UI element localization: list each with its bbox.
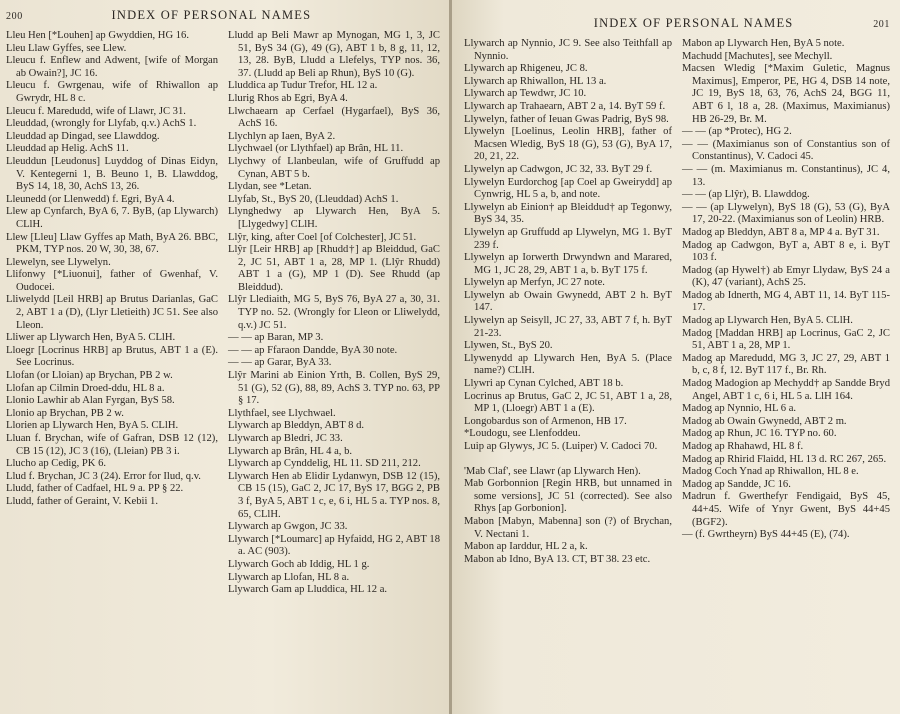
index-entry: — — ap Ffaraon Dandde, ByA 30 note.: [228, 344, 398, 356]
index-entry: Madrun f. Gwerthefyr Fendigaid, ByS 45, 44+45. Wife of Ynyr Gwent, ByS 44+45 (BGF2).: [682, 491, 890, 528]
index-entry: Llŷr [Leir HRB] ap [Rhudd†] ap Bleiddud, GaC 2, JC 51, ABT 1 a, 28, MP 1. (Llŷr Rhudd) ABT 1 a (G), MP 1 (D). See Rhudd (ap Bleiddud).: [228, 244, 440, 293]
index-entry: Llywarch ap Cynddelig, HL 11. SD 211, 212.: [228, 458, 421, 470]
index-entry: Lleucu f. Enflew and Adwent, [wife of Morgan ab Owain?], JC 16.: [6, 55, 218, 79]
index-entry: — — ap Baran, MP 3.: [228, 332, 324, 344]
index-entry: Llifonwy [*Liuonui], father of Gwenhaf, V. Oudocei.: [6, 269, 218, 293]
index-entry: Llofan (or Lloian) ap Brychan, PB 2 w.: [6, 370, 173, 382]
index-entry: Llywelyn, father of Ieuan Gwas Padrig, ByS 98.: [464, 113, 669, 125]
index-entry: Lleu Llaw Gyffes, see Llew.: [6, 42, 127, 54]
index-entry: Macsen Wledig [*Maxim Guletic, Magnus Maximus], Emperor, PE, HG 4, DSB 14 note, JC 19, ByS 18, 63, 76, AchS 24, BGG 11, ABT 6 l, 18 a, 28. (Maximus, Maximianus) HB 26-29, Br. M.: [682, 63, 890, 125]
running-title: INDEX OF PERSONAL NAMES: [111, 8, 312, 22]
index-entry: Lleuddun [Leudonus] Luyddog of Dinas Eidyn, V. Kentegerni 1, B. Beuno 1, B. Llawddog, ByS 14, 18, 30, AchS 13, 26.: [6, 155, 218, 193]
index-entry: Madog [Maddan HRB] ap Locrinus, GaC 2, JC 51, ABT 1 a, 28, MP 1.: [682, 327, 890, 352]
index-entry: Llywarch ap Trahaearn, ABT 2 a, 14. ByT 59 f.: [464, 100, 666, 112]
index-entry: Llywarch ap Brân, HL 4 a, b.: [228, 445, 353, 457]
index-entry: Llywelyn ap Iorwerth Drwyndwn and Marared, MG 1, JC 28, 29, ABT 1 a, b. ByT 175 f.: [464, 252, 672, 276]
index-entry: Llofan ap Cilmin Droed-ddu, HL 8 a.: [6, 382, 165, 394]
page-number: 201: [873, 19, 890, 30]
index-entry: Llywen, St., ByS 20.: [464, 340, 553, 352]
page-number: 200: [6, 11, 23, 22]
index-entry: Madog ap Maredudd, MG 3, JC 27, 29, ABT 1 b, c, 8 f, 12. ByT 117 f., Br. Rh.: [682, 352, 890, 377]
index-entry: Luip ap Glywys, JC 5. (Luiper) V. Cadoci 70.: [464, 441, 658, 452]
index-entry: Llonio Lawhir ab Alan Fyrgan, ByS 58.: [6, 395, 175, 407]
index-entry: Llywelyn Eurdorchog [ap Coel ap Gweirydd] ap Cynwrig, HL 5 a, b, and note.: [464, 176, 672, 201]
index-entry: Madog (ap Hywel†) ab Emyr Llydaw, ByS 24 a (K), 47 (variant), AchS 25.: [682, 264, 890, 289]
index-entry: Llorien ap Llywarch Hen, ByA 5. CLlH.: [6, 420, 179, 432]
index-entry: Llonio ap Brychan, PB 2 w.: [6, 407, 124, 419]
index-entry: Mabon [Mabyn, Mabenna] son (?) of Brychan, V. Nectani 1.: [464, 515, 672, 540]
index-entry: — — (Maximianus son of Constantius son of Constantinus), V. Cadoci 45.: [682, 138, 890, 163]
index-entry: Llywelyn ap Merfyn, JC 27 note.: [464, 277, 605, 289]
index-entry: Mabon ab Idno, ByA 13. CT, BT 38. 23 etc.: [464, 553, 651, 565]
index-entry: Llywarch ap Bledri, JC 33.: [228, 433, 343, 444]
index-entry: Lluan f. Brychan, wife of Gafran, DSB 12 (12), CB 15 (12), JC 3 (16), (Lleian) PB 3 i.: [6, 433, 218, 457]
index-entry: Llywelyn ap Gruffudd ap Llywelyn, MG 1. ByT 239 f.: [464, 226, 672, 251]
index-entry: Madog Coch Ynad ap Rhiwallon, HL 8 e.: [682, 466, 859, 478]
index-entry: Mabon ap Llywarch Hen, ByA 5 note.: [682, 38, 845, 49]
index-entry: Llywelyn [Loelinus, Leolin HRB], father of Macsen Wledig, ByS 18 (G), 53 (G), ByA 17, 20, 21, 22.: [464, 126, 672, 163]
index-entry: Lliwer ap Llywarch Hen, ByA 5. CLlH.: [6, 332, 176, 344]
index-entry: Lleunedd (or Llenwedd) f. Egri, ByA 4.: [6, 193, 175, 205]
index-entry: Madog ap Rhirid Flaidd, HL 13 d. RC 267, 265.: [682, 453, 887, 465]
index-entry: Machudd [Machutes], see Mechyll.: [682, 50, 833, 62]
index-entry: Longobardus son of Armenon, HB 17.: [464, 415, 627, 427]
index-entry: — — (m. Maximianus m. Constantinus), JC 4, 13.: [682, 163, 890, 188]
index-entry: Llŷr Marini ab Einion Yrth, B. Collen, ByS 29, 51 (G), 52 (G), 88, 89, AchS 3. TYP no. 63, PP § 17.: [228, 370, 440, 407]
right-page-header: [464, 16, 890, 34]
index-entry: Llychwy of Llanbeulan, wife of Gruffudd ap Cynan, ABT 5 b.: [228, 155, 440, 180]
index-entry: Madog ap Rhun, JC 16. TYP no. 60.: [682, 428, 837, 440]
index-entry: Llywarch ap Nynnio, JC 9. See also Teithfall ap Nynnio.: [464, 38, 672, 62]
index-entry: Lleuddad ap Dingad, see Llawddog.: [6, 130, 160, 142]
index-entry: Lloegr [Locrinus HRB] ap Brutus, ABT 1 a (E). See Locrinus.: [6, 344, 218, 369]
index-entry: Llychlyn ap Iaen, ByA 2.: [228, 130, 336, 142]
index-entry: Llwchaearn ap Cerfael (Hygarfael), ByS 36, AchS 16.: [228, 105, 440, 130]
index-entry: Llŷr Llediaith, MG 5, ByS 76, ByA 27 a, 30, 31. TYP no. 52. (Wrongly for Lleon or Lliwelydd, q.v.) JC 51.: [228, 294, 440, 331]
index-entry: Llywarch ap Tewdwr, JC 10.: [464, 88, 587, 100]
index-entry: Llywarch ap Rhigeneu, JC 8.: [464, 63, 588, 75]
index-entry: Lleucu f. Maredudd, wife of Llawr, JC 31.: [6, 105, 186, 117]
index-entry: Llŷr, king, after Coel [of Colchester], JC 51.: [228, 231, 417, 243]
index-entry: Llucho ap Cedig, PK 6.: [6, 458, 107, 470]
index-entry: Lleuddad, (wrongly for Llyfab, q.v.) AchS 1.: [6, 118, 197, 130]
index-entry: Lleucu f. Gwrgenau, wife of Rhiwallon ap Gwrydr, HL 8 c.: [6, 80, 218, 104]
index-entry: Llewelyn, see Llywelyn.: [6, 256, 111, 268]
index-entry: Llurig Rhos ab Egri, ByA 4.: [228, 92, 348, 104]
index-entry: Lludd, father of Geraint, V. Kebii 1.: [6, 495, 159, 507]
index-entry: Llywarch Gam ap Lluddica, HL 12 a.: [228, 584, 388, 596]
index-entry: Llywarch [*Loumarc] ap Hyfaidd, HG 2, ABT 18 a. AC (903).: [228, 533, 440, 558]
index-entry: Lludd, father of Cadfael, HL 9 a. PP § 22.: [6, 483, 184, 495]
index-entry: Llythfael, see Llychwael.: [228, 407, 336, 419]
right-page: [450, 0, 900, 714]
index-entry: Llywarch ap Bleddyn, ABT 8 d.: [228, 420, 365, 432]
index-entry: Llywenydd ap Llywarch Hen, ByA 5. (Place name?) CLlH.: [464, 352, 672, 377]
index-entry: Llywelyn ab Owain Gwynedd, ABT 2 h. ByT 147.: [464, 289, 672, 314]
index-entry: Llywarch ap Gwgon, JC 33.: [228, 521, 348, 533]
index-entry: Llud f. Brychan, JC 3 (24). Error for Ilud, q.v.: [6, 470, 201, 482]
index-entry: Locrinus ap Brutus, GaC 2, JC 51, ABT 1 a, 28, MP 1, (Lloegr) ABT 1 a (E).: [464, 390, 672, 415]
index-entry: Mabon ap Iarddur, HL 2 a, k.: [464, 541, 588, 553]
index-entry: Madog ap Llywarch Hen, ByA 5. CLlH.: [682, 315, 853, 327]
index-entry: Llydan, see *Letan.: [228, 181, 312, 193]
index-entry: *Loudogu, see Llenfoddeu.: [464, 428, 581, 440]
index-entry: Mab Gorbonnion [Regin HRB, but unnamed in some versions], JC 51 (corrected). See also Rhys [ap Gorbonion].: [464, 478, 672, 515]
index-entry: Madog ap Nynnio, HL 6 a.: [682, 403, 797, 415]
index-entry: Llywarch ap Llofan, HL 8 a.: [228, 571, 350, 583]
index-entry: Llywri ap Cynan Cylched, ABT 18 b.: [464, 378, 624, 390]
index-entry: — — (ap *Protec), HG 2.: [682, 126, 792, 138]
index-entry: Madog ap Sandde, JC 16.: [682, 478, 791, 490]
index-entry: — — (ap Llŷr), B. Llawddog.: [682, 189, 810, 201]
index-entry: Lludd ap Beli Mawr ap Mynogan, MG 1, 3, JC 51, ByS 34 (G), 49 (G), ABT 1 b, 8 g, 11, 12, 13, 28. ByB, Lludd a Llefelys, TYP nos. 36, 37. (Lludd ap Beli ap Rhun), ByS 10 (G).: [228, 30, 440, 79]
index-entry: Llywarch ap Rhiwallon, HL 13 a.: [464, 75, 607, 87]
index-entry: Madog ab Owain Gwynedd, ABT 2 m.: [682, 415, 847, 427]
index-entry: Lliwelydd [Leil HRB] ap Brutus Darianlas, GaC 2, ABT 1 a (D), (Llyr Lletieith) JC 51. See also Lleon.: [6, 294, 218, 331]
index-entry: Lluddica ap Tudur Trefor, HL 12 a.: [228, 80, 378, 92]
index-entry: Madog ab Idnerth, MG 4, ABT 11, 14. ByT 115-17.: [682, 289, 890, 314]
index-entry: Madog ap Cadwgon, ByT a, ABT 8 e, i. ByT 103 f.: [682, 239, 890, 264]
running-title: INDEX OF PERSONAL NAMES: [593, 16, 794, 30]
index-entry: Llew ap Cynfarch, ByA 6, 7. ByB, (ap Llywarch) CLlH.: [6, 206, 218, 230]
index-entry: Llew [Lleu] Llaw Gyffes ap Math, ByA 26. BBC, PKM, TYP nos. 20 W, 30, 38, 67.: [6, 231, 218, 256]
index-entry: — (f. Gwrtheyrn) ByS 44+45 (E), (74).: [682, 529, 850, 541]
index-column: [682, 38, 890, 566]
index-entry: — — ap Garar, ByA 33.: [228, 357, 332, 369]
index-entry: — — (ap Llywelyn), ByS 18 (G), 53 (G), ByA 17, 20-22. (Maximianus son of Leolin) HRB.: [682, 201, 890, 226]
index-entry: 'Mab Claf', see Llawr (ap Llywarch Hen).: [464, 465, 641, 477]
index-column: [6, 30, 218, 597]
index-entry: Madog ap Rhahawd, HL 8 f.: [682, 441, 804, 452]
index-entry: Lleu Hen [*Louhen] ap Gwyddien, HG 16.: [6, 30, 189, 41]
index-column: [464, 38, 672, 566]
book-gutter: [449, 0, 452, 714]
index-entry: Llywarch Goch ab Iddig, HL 1 g.: [228, 558, 370, 570]
index-entry: Llynghedwy ap Llywarch Hen, ByA 5. [Llygedwy] CLlH.: [228, 206, 440, 230]
index-entry: Llywelyn ab Einion† ap Bleiddud† ap Tegonwy, ByS 34, 35.: [464, 201, 672, 226]
index-entry: Llywarch Hen ab Elidir Lydanwyn, DSB 12 (15), CB 15 (15), GaC 2, JC 17, ByS 17, BGG 2, PB 3 f, ByA 5, ABT 1 c, e, 6 i, HL 5 a. TYP nos. 8, 65, CLlH.: [228, 470, 440, 520]
index-entry: Madog ap Bleddyn, ABT 8 a, MP 4 a. ByT 31.: [682, 226, 880, 238]
index-entry: Madog Madogion ap Mechydd† ap Sandde Bryd Angel, ABT 1 c, 6 i, HL 5 a. LlH 164.: [682, 378, 890, 402]
index-column: [228, 30, 440, 597]
index-entry: Llyfab, St., ByS 20, (Lleuddad) AchS 1.: [228, 193, 399, 205]
index-entry: Llywelyn ap Seisyll, JC 27, 33, ABT 7 f, h. ByT 21-23.: [464, 315, 672, 339]
index-entry: Llywelyn ap Cadwgon, JC 32, 33. ByT 29 f.: [464, 163, 653, 175]
index-entry: Lleuddad ap Helig. AchS 11.: [6, 143, 129, 155]
left-page-header: [6, 8, 440, 26]
index-entry: Llychwael (or Llythfael) ap Brân, HL 11.: [228, 143, 404, 155]
